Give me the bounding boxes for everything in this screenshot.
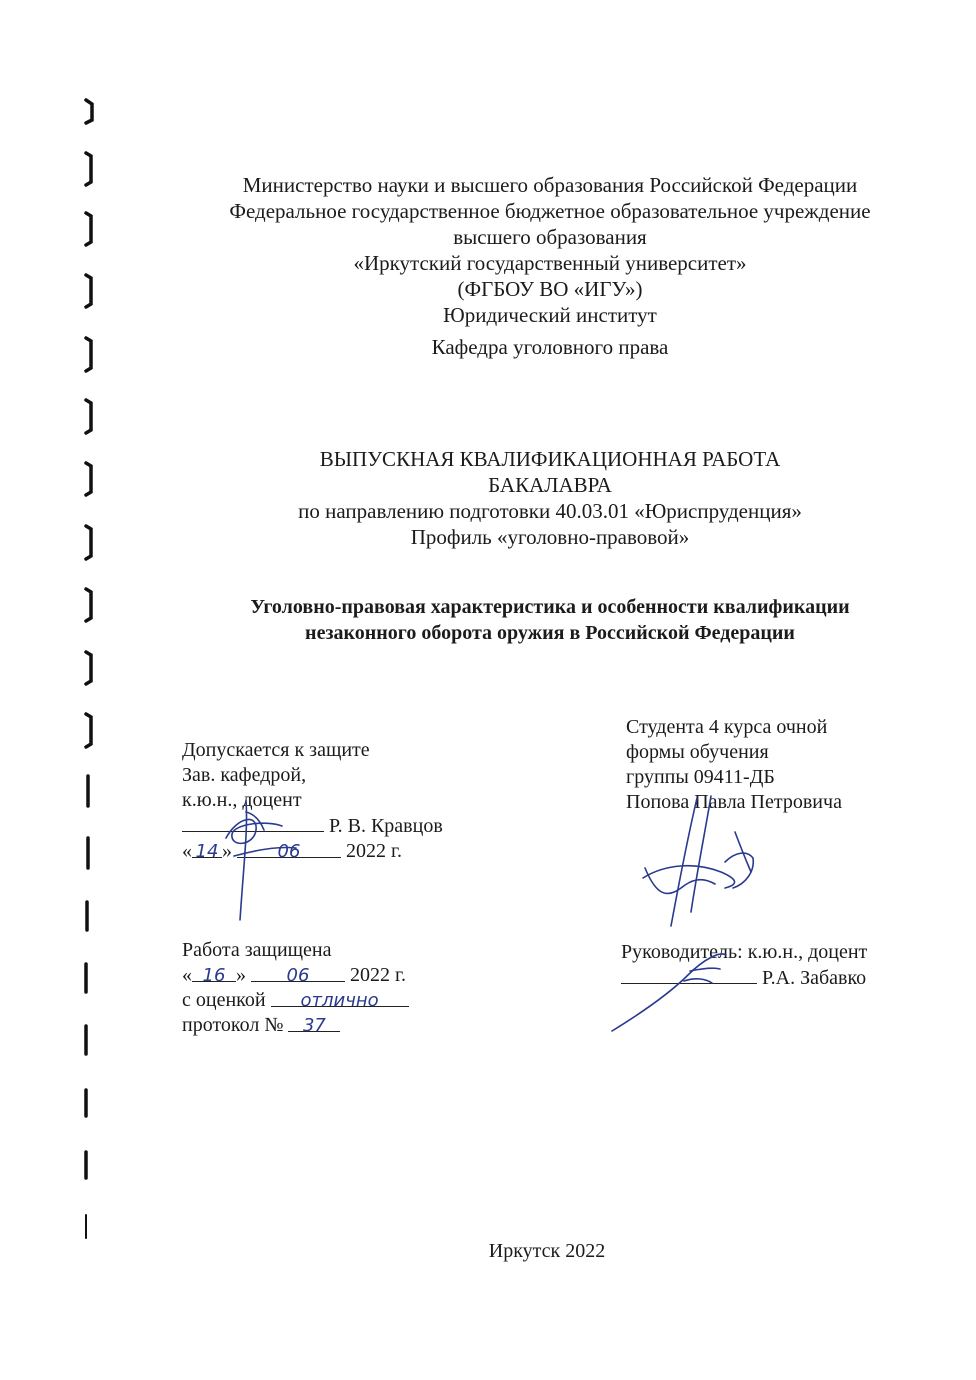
- department-name: Кафедра уголовного права: [431, 335, 669, 359]
- city-year: Иркутск 2022: [488, 1240, 606, 1262]
- university-abbreviation: (ФГБОУ ВО «ИГУ»): [457, 277, 643, 301]
- work-title: ВЫПУСКНАЯ КВАЛИФИКАЦИОННАЯ РАБОТА: [319, 447, 781, 471]
- supervisor-signature-image: [608, 945, 748, 1035]
- defense-day: 16: [202, 965, 226, 986]
- defense-block: [182, 938, 409, 1038]
- admission-month: 06: [277, 841, 301, 862]
- institution-line-2: высшего образования: [453, 225, 647, 249]
- protocol-blank: [288, 1013, 340, 1036]
- topic-line-2: незаконного оборота оружия в Российской Федерации: [305, 622, 795, 644]
- student-signature-image: [625, 792, 775, 932]
- head-signature-image: [186, 790, 326, 930]
- ministry-line: Министерство науки и высшего образования Российской Федерации: [242, 173, 858, 197]
- institution-header: [120, 172, 976, 360]
- protocol-line: [182, 1013, 409, 1038]
- university-name: «Иркутский государственный университет»: [353, 251, 747, 275]
- grade-label: с оценкой: [182, 989, 266, 1011]
- student-line-1: Студента 4 курса очной: [626, 716, 828, 738]
- quote-open: «: [182, 964, 192, 986]
- admission-day: 14: [195, 841, 219, 862]
- protocol-value: 37: [302, 1015, 326, 1036]
- protocol-label: протокол №: [182, 1014, 284, 1036]
- supervisor-name: Р.А. Забавко: [762, 967, 867, 989]
- supervisor-line-1: Руководитель: к.ю.н., доцент: [621, 941, 868, 963]
- admission-line-2: Зав. кафедрой,: [182, 764, 307, 786]
- defense-date-line: [182, 963, 409, 988]
- admission-line-3: к.ю.н., доцент: [182, 789, 302, 811]
- defense-month: 06: [286, 965, 310, 986]
- study-direction: по направлению подготовки 40.03.01 «Юриспруденция»: [298, 499, 802, 523]
- thesis-topic: [120, 594, 976, 646]
- student-name: Попова Павла Петровича: [626, 791, 842, 813]
- admission-line-1: Допускается к защите: [182, 739, 370, 761]
- admission-year: 2022 г.: [346, 840, 402, 862]
- student-line-3: группы 09411-ДБ: [626, 766, 775, 788]
- day-blank: [192, 963, 236, 986]
- quote-open: «: [182, 840, 192, 862]
- head-name: Р. В. Кравцов: [329, 815, 443, 837]
- work-degree: БАКАЛАВРА: [488, 473, 612, 497]
- grade-blank: [271, 988, 409, 1011]
- topic-line-1: Уголовно-правовая характеристика и особенности квалификации: [250, 596, 850, 618]
- student-line-2: формы обучения: [626, 741, 769, 763]
- defense-line-1: Работа защищена: [182, 939, 332, 961]
- month-blank: [251, 963, 345, 986]
- study-profile: Профиль «уголовно-правовой»: [410, 525, 690, 549]
- grade-line: [182, 988, 409, 1013]
- work-type-block: [120, 446, 976, 550]
- binding-marks-graphic: [80, 90, 100, 1240]
- institution-line: Федеральное государственное бюджетное образовательное учреждение: [229, 199, 871, 223]
- binding-marks: [80, 90, 100, 1240]
- defense-year: 2022 г.: [350, 964, 406, 986]
- quote-close: »: [222, 840, 232, 862]
- institute-name: Юридический институт: [443, 303, 657, 327]
- quote-close: »: [236, 964, 246, 986]
- grade-value: отлично: [300, 990, 379, 1011]
